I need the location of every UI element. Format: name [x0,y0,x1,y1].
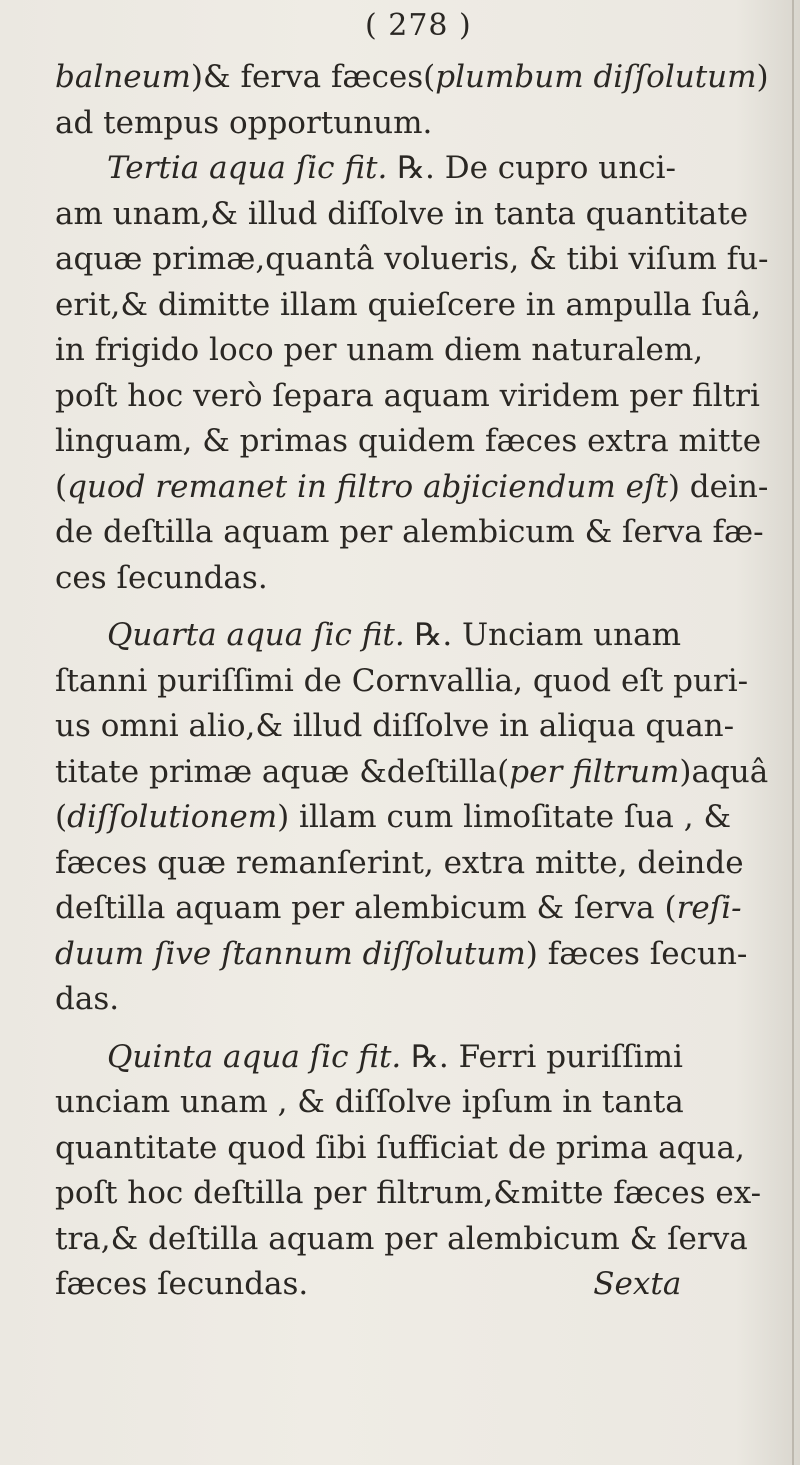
text-line: fæces quæ remanſerint, extra mitte, deinde [55,844,744,881]
catchword: Sexta [593,1266,682,1302]
text-line: poſt hoc verò ſepara aquam viridem per filtri [55,377,760,414]
section-heading-line: Tertia aqua ſic fit. ℞. De cupro unci- [107,150,676,186]
text-line: de deſtilla aquam per alembicum & ſerva fæ- [55,514,764,550]
text-line: das. [55,981,120,1017]
text-line: balneum)& ferva fæces(plumbum diſſolutum) [55,59,769,95]
page-number: ( 278 ) [365,8,472,43]
text-line: (diſſolutionem) illam cum limoſitate ſua , & [55,799,732,835]
text-line: ſtanni puriſſimi de Cornvallia, quod eſt puri- [55,662,749,699]
text-line [55,1262,790,1308]
last-line-text: fæces ſecundas. [55,1266,309,1302]
text-line: (quod remanet in filtro abjiciendum eſt) dein- [55,468,769,505]
text-line: deſtilla aquam per alembicum & ſerva (reſi- [55,890,742,926]
section-heading-line: Quarta aqua ſic fit. ℞. Unciam unam [107,617,681,653]
text-line: am unam,& illud diſſolve in tanta quantitate [55,195,749,232]
text-line: aquæ primæ,quantâ volueris, & tibi viſum fu- [55,241,769,277]
text-line: erit,& dimitte illam quieſcere in ampulla ſuâ, [55,286,762,323]
text-line: tra,& deſtilla aquam per alembicum & ſerva [55,1220,748,1257]
page-edge [792,0,794,1465]
body-text [55,55,790,1308]
text-line: unciam unam , & diſſolve ipſum in tanta [55,1084,684,1120]
text-line: ces ſecundas. [55,559,268,596]
text-line: poſt hoc deſtilla per filtrum,&mitte fæces ex- [55,1175,762,1211]
section-heading-line: Quinta aqua ſic fit. ℞. Ferri puriſſimi [107,1038,683,1075]
text-line: linguam, & primas quidem fæces extra mitte [55,423,762,459]
text-line: ad tempus opportunum. [55,104,433,141]
text-line: duum ſive ſtannum diſſolutum) fæces ſecun- [55,935,748,972]
text-line: quantitate quod ſibi ſufficiat de prima aqua, [55,1129,745,1166]
text-line: titate primæ aquæ &deſtilla(per filtrum)aquâ [55,753,769,790]
text-line: us omni alio,& illud diſſolve in aliqua quan- [55,708,735,744]
text-line: in frigido loco per unam diem naturalem, [55,332,704,368]
